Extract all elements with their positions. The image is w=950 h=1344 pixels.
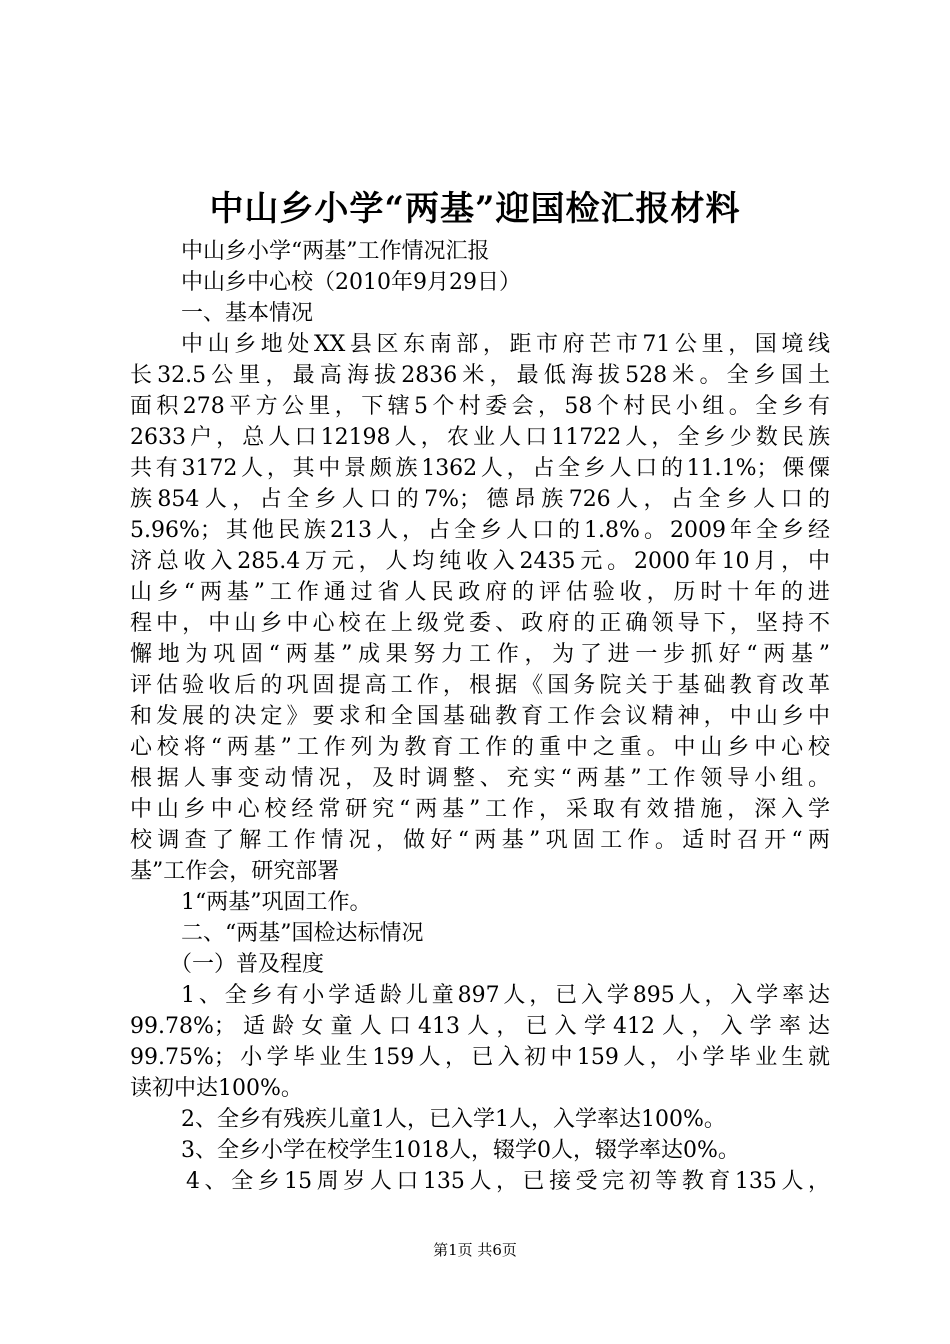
paragraph-line: 济总收入285.4万元，人均纯收入2435元。2000年10月，中 bbox=[130, 549, 830, 574]
paragraph-line: 1、全乡有小学适龄儿童897人，已入学895人，入学率达 bbox=[181, 983, 830, 1008]
paragraph-line: 99.78%；适龄女童人口413人，已入学412人，入学率达 bbox=[130, 1014, 830, 1039]
paragraph-line: 评估验收后的巩固提高工作，根据《国务院关于基础教育改革 bbox=[130, 673, 830, 698]
paragraph-line: 中山乡地处XX县区东南部，距市府芒市71公里，国境线 bbox=[181, 332, 830, 357]
paragraph-line: 共有3172人，其中景颇族1362人，占全乡人口的11.1%；傈僳 bbox=[130, 456, 830, 481]
paragraph-line: 5.96%；其他民族213人，占全乡人口的1.8%。2009年全乡经 bbox=[130, 518, 830, 543]
subsection-heading: （一）普及程度 bbox=[170, 952, 325, 977]
paragraph-line: 4、全乡15周岁人口135人，已接受完初等教育135人， bbox=[186, 1169, 830, 1194]
paragraph-line: 2、全乡有残疾儿童1人，已入学1人，入学率达100%。 bbox=[181, 1107, 726, 1132]
subtitle-line: 中山乡小学“两基”工作情况汇报 bbox=[181, 239, 490, 264]
issuer-line: 中山乡中心校（2010年9月29日） bbox=[181, 270, 521, 295]
paragraph-line: 根据人事变动情况，及时调整、充实“两基”工作领导小组。 bbox=[130, 766, 830, 791]
paragraph-line: 长32.5公里，最高海拔2836米，最低海拔528米。全乡国土 bbox=[130, 363, 830, 388]
paragraph-line: 99.75%；小学毕业生159人，已入初中159人，小学毕业生就 bbox=[130, 1045, 830, 1070]
paragraph-line: 族854人，占全乡人口的7%；德昂族726人，占全乡人口的 bbox=[130, 487, 830, 512]
page-number-footer: 第1页 共6页 bbox=[433, 1241, 517, 1259]
paragraph-line: 2633户，总人口12198人，农业人口11722人，全乡少数民族 bbox=[130, 425, 830, 450]
document-title: 中山乡小学“两基”迎国检汇报材料 bbox=[209, 189, 741, 229]
paragraph-line: 中山乡中心校经常研究“两基”工作，采取有效措施，深入学 bbox=[130, 797, 830, 822]
paragraph-line: 心校将“两基”工作列为教育工作的重中之重。中山乡中心校 bbox=[130, 735, 830, 760]
paragraph-line: 1“两基”巩固工作。 bbox=[181, 890, 372, 915]
paragraph-line: 和发展的决定》要求和全国基础教育工作会议精神，中山乡中 bbox=[130, 704, 830, 729]
paragraph-line: 3、全乡小学在校学生1018人，辍学0人，辍学率达0%。 bbox=[181, 1138, 740, 1163]
paragraph-line: 山乡“两基”工作通过省人民政府的评估验收，历时十年的进 bbox=[130, 580, 830, 605]
section-heading: 二、“两基”国检达标情况 bbox=[181, 921, 424, 946]
paragraph-line: 读初中达100%。 bbox=[130, 1076, 303, 1101]
paragraph-line: 懈地为巩固“两基”成果努力工作，为了进一步抓好“两基” bbox=[130, 642, 830, 667]
paragraph-line: 校调查了解工作情况，做好“两基”巩固工作。适时召开“两 bbox=[130, 828, 830, 853]
paragraph-line: 面积278平方公里，下辖5个村委会，58个村民小组。全乡有 bbox=[130, 394, 830, 419]
paragraph-line: 基”工作会，研究部署 bbox=[130, 859, 340, 884]
paragraph-line: 程中，中山乡中心校在上级党委、政府的正确领导下，坚持不 bbox=[130, 611, 830, 636]
section-heading: 一、基本情况 bbox=[181, 301, 314, 326]
